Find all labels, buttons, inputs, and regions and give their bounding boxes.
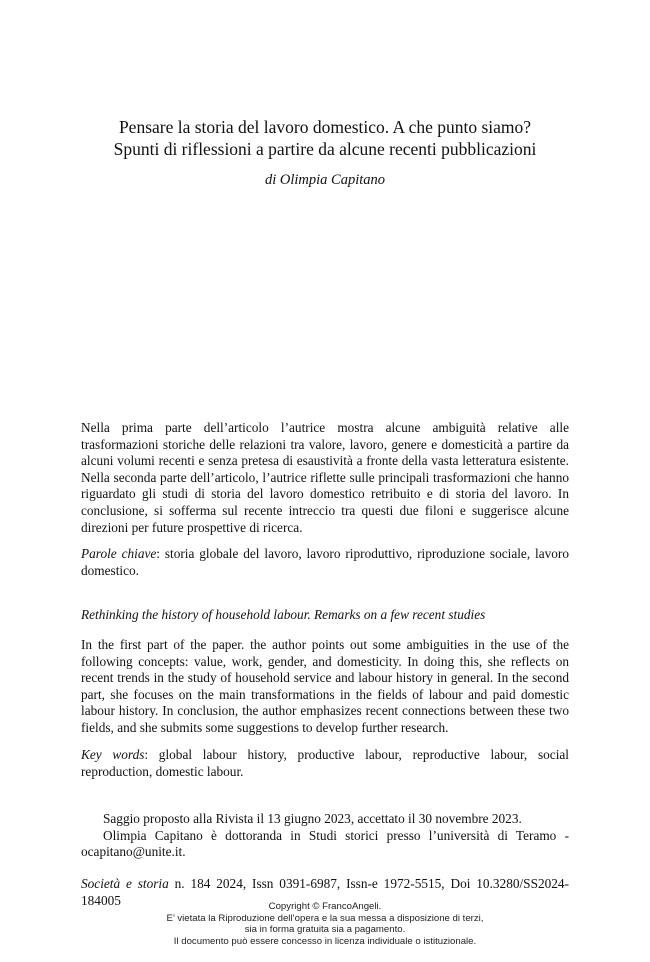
keywords-english-label: Key words (81, 747, 145, 762)
author-affiliation-note: Olimpia Capitano è dottoranda in Studi storici presso l’università di Teramo - ocapitano@unite.it. (81, 827, 569, 860)
copyright-line1: Copyright © FrancoAngeli. (268, 901, 382, 912)
keywords-italian-label: Parole chiave (81, 546, 157, 561)
copyright-line2: E’ vietata la Riproduzione dell’opera e la sua messa a disposizione di terzi, (166, 912, 484, 924)
keywords-english-text: : global labour history, productive labour, reproductive labour, social reproduction, domestic labour. (81, 747, 569, 779)
citation-details: n. 184 2024, Issn 0391-6987, Issn-e 1972-5515, Doi 10.3280/SS2024-184005 (81, 876, 569, 908)
keywords-english (81, 747, 569, 780)
english-title: Rethinking the history of household labour. Remarks on a few recent studies (81, 607, 486, 622)
copyright-line4: Il documento può essere concesso in licenza individuale o istituzionale. (173, 935, 477, 947)
footnotes (81, 811, 569, 861)
copyright-notice (60, 901, 590, 947)
article-author: di Olimpia Capitano (264, 172, 386, 188)
article-title-line1: Pensare la storia del lavoro domestico. A che punto siamo? (118, 117, 532, 137)
keywords-italian (81, 546, 569, 579)
abstract-english: In the first part of the paper. the author points out some ambiguities in the use of the following concepts: value, work, gender, and domesticity. In doing this, she reflects on recent trends in the study of household service and labour history in general. In the second part, she focuses on the main transformations in the fields of labour and paid domestic labour history. In conclusion, the author emphasizes recent connections between these two fields, and she submits some suggestions to develop further research. (81, 637, 569, 735)
copyright-line3: sia in forma gratuita sia a pagamento. (244, 924, 406, 936)
keywords-italian-text: : storia globale del lavoro, lavoro riproduttivo, riproduzione sociale, lavoro domestico. (81, 546, 569, 578)
abstract-italian: Nella prima parte dell’articolo l’autrice mostra alcune ambiguità relative alle trasformazioni storiche delle relazioni tra valore, lavoro, genere e domesticità a partire da alcuni volumi recenti e senza pretesa di esaustività a fronte della vasta letteratura esistente. Nella seconda parte dell’articolo, l’autrice riflette sulle principali trasformazioni che hanno riguardato gli studi di storia del lavoro domestico retribuito e di storia del lavoro. In conclusione, si sofferma sul recente intreccio tra questi due filoni e suggerisce alcune direzioni per future prospettive di ricerca. (81, 420, 569, 535)
journal-name: Società e storia (81, 876, 169, 891)
article-title (60, 116, 590, 160)
submission-note: Saggio proposto alla Rivista il 13 giugno 2023, accettato il 30 novembre 2023. (103, 811, 522, 826)
article-title-line2: Spunti di riflessioni a partire da alcune recenti pubblicazioni (113, 139, 537, 159)
